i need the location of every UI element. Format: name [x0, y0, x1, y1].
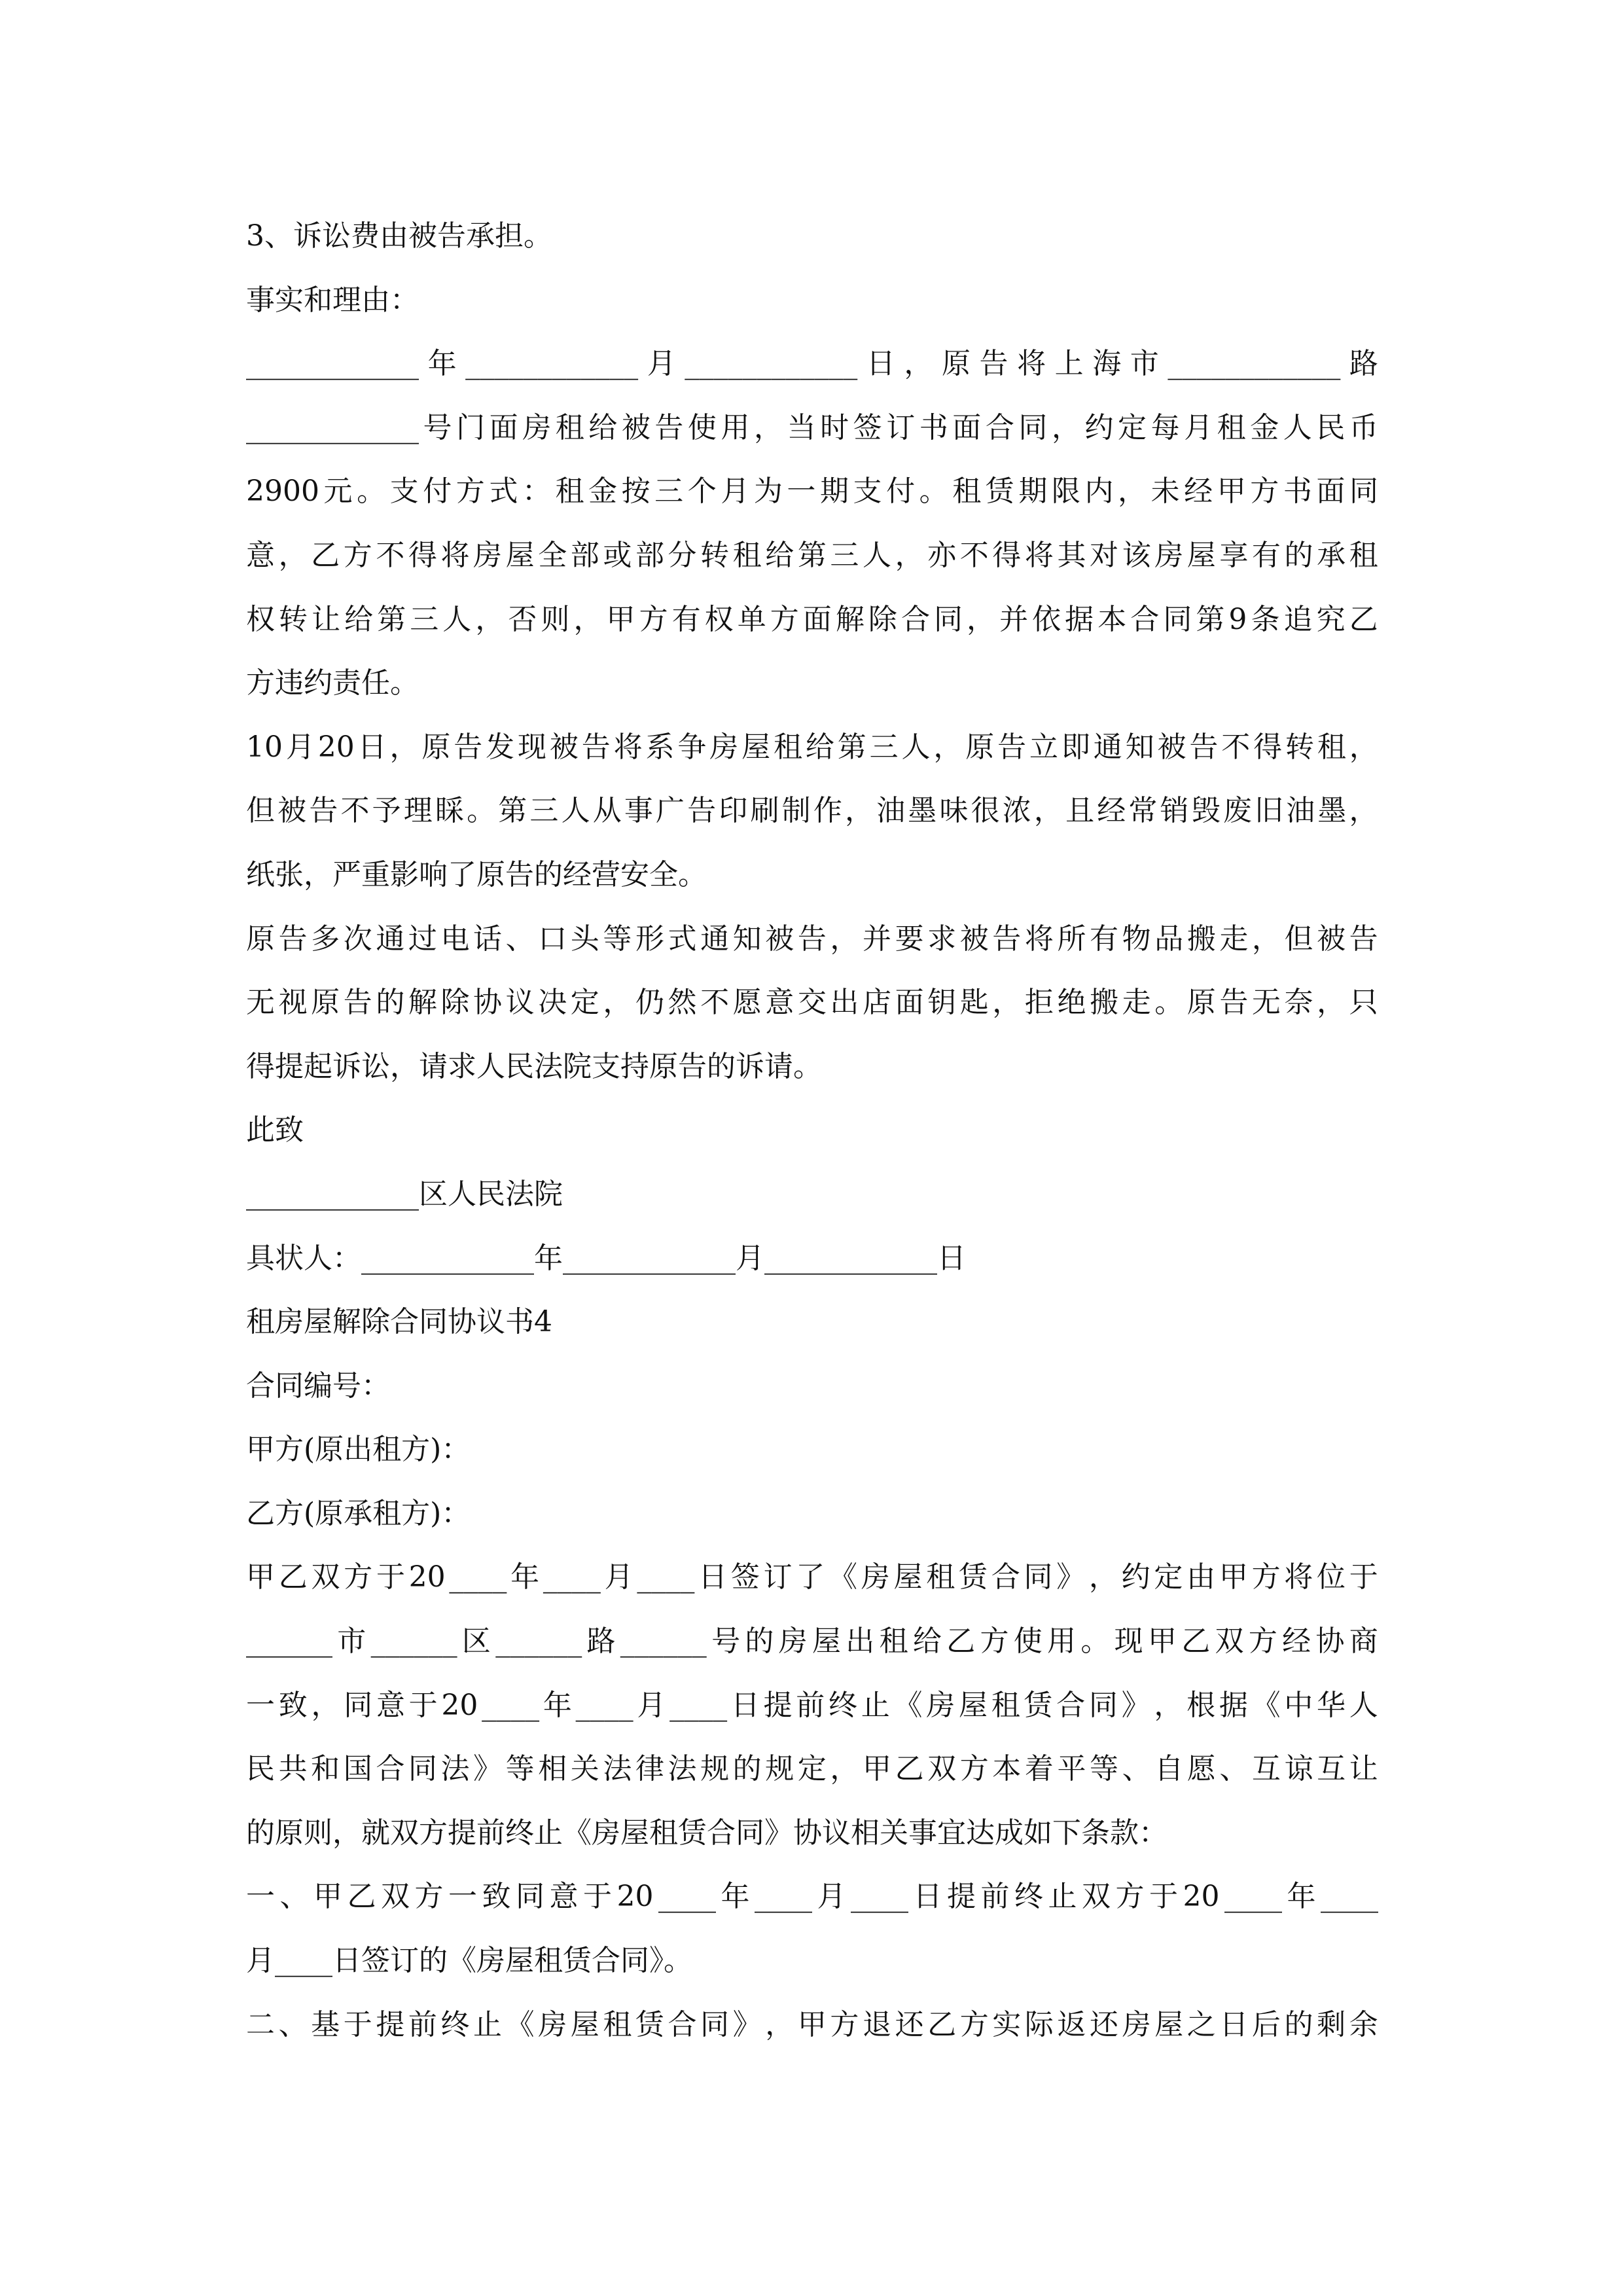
text-line: 得提起诉讼，请求人民法院支持原告的诉请。	[246, 1049, 822, 1083]
text-line: ____________ 号 门 面 房 租 给 被 告 使 用 ， 当 时 签 订 书 面 合 同 ， 约 定 每 月 租 金 人 民 币	[246, 410, 1378, 444]
section-title: 租房屋解除合同协议书4	[246, 1305, 552, 1339]
text-line: 但 被 告 不 予 理 睬 。 第 三 人 从 事 广 告 印 刷 制 作 ， 油 墨 味 很 浓 ， 且 经 常 销 毁 废 旧 油 墨 ，	[246, 794, 1378, 828]
text-line: 月____日签订的《房屋租赁合同》。	[246, 1944, 692, 1978]
text-line: 具状人：____________年____________月____________日	[246, 1241, 966, 1275]
text-line: 事实和理由：	[246, 283, 419, 317]
text-line: 一 致 ， 同 意 于 20 ____ 年 ____ 月 ____ 日 提 前 终 止 《 房 屋 租 赁 合 同 》 ， 根 据 《 中 华 人	[246, 1688, 1378, 1722]
text-line: 甲方(原出租方)：	[246, 1433, 471, 1467]
text-line: 无 视 原 告 的 解 除 协 议 决 定 ， 仍 然 不 愿 意 交 出 店 面 钥 匙 ， 拒 绝 搬 走 。 原 告 无 奈 ， 只	[246, 986, 1378, 1020]
text-line: 权 转 让 给 第 三 人 ， 否 则 ， 甲 方 有 权 单 方 面 解 除 合 同 ， 并 依 据 本 合 同 第 9 条 追 究 乙	[246, 602, 1378, 636]
text-line: 乙方(原承租方)：	[246, 1496, 471, 1530]
text-line: 原 告 多 次 通 过 电 话 、 口 头 等 形 式 通 知 被 告 ， 并 要 求 被 告 将 所 有 物 品 搬 走 ， 但 被 告	[246, 922, 1378, 956]
text-line: 二 、 基 于 提 前 终 止 《 房 屋 租 赁 合 同 》 ， 甲 方 退 还 乙 方 实 际 返 还 房 屋 之 日 后 的 剩 余	[246, 2007, 1378, 2041]
text-line: 方违约责任。	[246, 666, 419, 700]
document-body	[246, 204, 1378, 2056]
text-line: ____________区人民法院	[246, 1177, 563, 1211]
text-line: 10 月 20 日 ， 原 告 发 现 被 告 将 系 争 房 屋 租 给 第 三 人 ， 原 告 立 即 通 知 被 告 不 得 转 租 ，	[246, 730, 1378, 764]
text-line: ____________ 年 ____________ 月 ____________ 日 ， 原 告 将 上 海 市 ____________ 路	[246, 347, 1378, 381]
text-line: 甲 乙 双 方 于 20 ____ 年 ____ 月 ____ 日 签 订 了 《 房 屋 租 赁 合 同 》 ， 约 定 由 甲 方 将 位 于	[246, 1560, 1378, 1594]
text-line: 合同编号：	[246, 1369, 390, 1403]
text-line: 2900 元 。 支 付 方 式 ： 租 金 按 三 个 月 为 一 期 支 付 。 租 赁 期 限 内 ， 未 经 甲 方 书 面 同	[246, 475, 1378, 509]
text-line: 民 共 和 国 合 同 法 》 等 相 关 法 律 法 规 的 规 定 ， 甲 乙 双 方 本 着 平 等 、 自 愿 、 互 谅 互 让	[246, 1752, 1378, 1786]
text-line: 一 、 甲 乙 双 方 一 致 同 意 于 20 ____ 年 ____ 月 ____ 日 提 前 终 止 双 方 于 20 ____ 年 ____	[246, 1880, 1378, 1914]
text-line: 3、诉讼费由被告承担。	[246, 219, 552, 253]
text-line: 的原则，就双方提前终止《房屋租赁合同》协议相关事宜达成如下条款：	[246, 1816, 1168, 1850]
text-line: ______ 市 ______ 区 ______ 路 ______ 号 的 房 屋 出 租 给 乙 方 使 用 。 现 甲 乙 双 方 经 协 商	[246, 1624, 1378, 1659]
text-line: 此致	[246, 1113, 304, 1147]
text-line: 意 ， 乙 方 不 得 将 房 屋 全 部 或 部 分 转 租 给 第 三 人 ， 亦 不 得 将 其 对 该 房 屋 享 有 的 承 租	[246, 538, 1378, 572]
text-line: 纸张，严重影响了原告的经营安全。	[246, 857, 707, 891]
